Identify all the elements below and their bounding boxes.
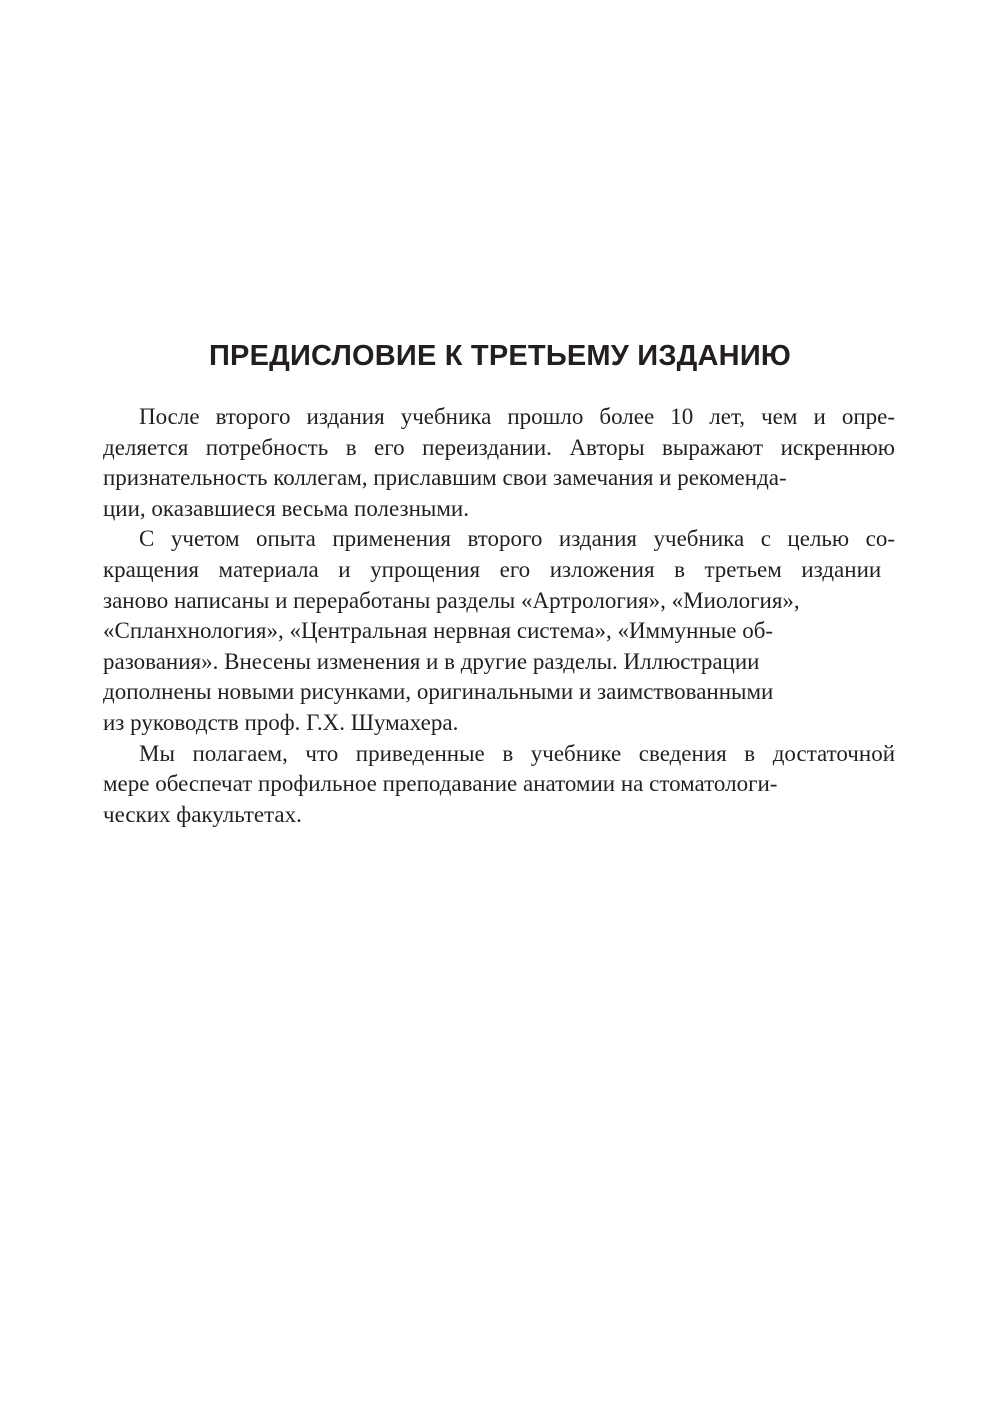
paragraph <box>103 739 895 831</box>
text-line: дополнены новыми рисунками, оригинальными и заимствованными <box>103 679 774 705</box>
text-line: мере обеспечат профильное преподавание анатомии на стоматологи- <box>103 771 778 797</box>
text-line: разования». Внесены изменения и в другие разделы. Иллюстрации <box>103 648 760 674</box>
text-line: деляется потребность в его переиздании. Авторы выражают искреннюю <box>103 434 895 460</box>
text-line: Мы полагаем, что приведенные в учебнике сведения в достаточной <box>139 740 895 766</box>
page-title: ПРЕДИСЛОВИЕ К ТРЕТЬЕМУ ИЗДАНИЮ <box>209 340 791 372</box>
text-line: После второго издания учебника прошло более 10 лет, чем и опре- <box>139 404 895 429</box>
text-line: «Спланхнология», «Центральная нервная система», «Иммунные об- <box>103 618 774 644</box>
text-line: ческих факультетах. <box>103 801 302 827</box>
text-line: из руководств проф. Г.Х. Шумахера. <box>103 709 459 735</box>
text-line: ции, оказавшиеся весьма полезными. <box>103 495 469 521</box>
text-line: кращения материала и упрощения его изложения в третьем издании <box>103 556 882 582</box>
text-line: заново написаны и переработаны разделы «Артрология», «Миология», <box>103 587 800 613</box>
text-line: С учетом опыта применения второго издания учебника с целью со- <box>139 526 895 552</box>
text-line: признательность коллегам, приславшим свои замечания и рекоменда- <box>103 465 787 491</box>
paragraph <box>103 402 895 524</box>
paragraph <box>103 524 895 738</box>
preface-body <box>103 402 895 830</box>
